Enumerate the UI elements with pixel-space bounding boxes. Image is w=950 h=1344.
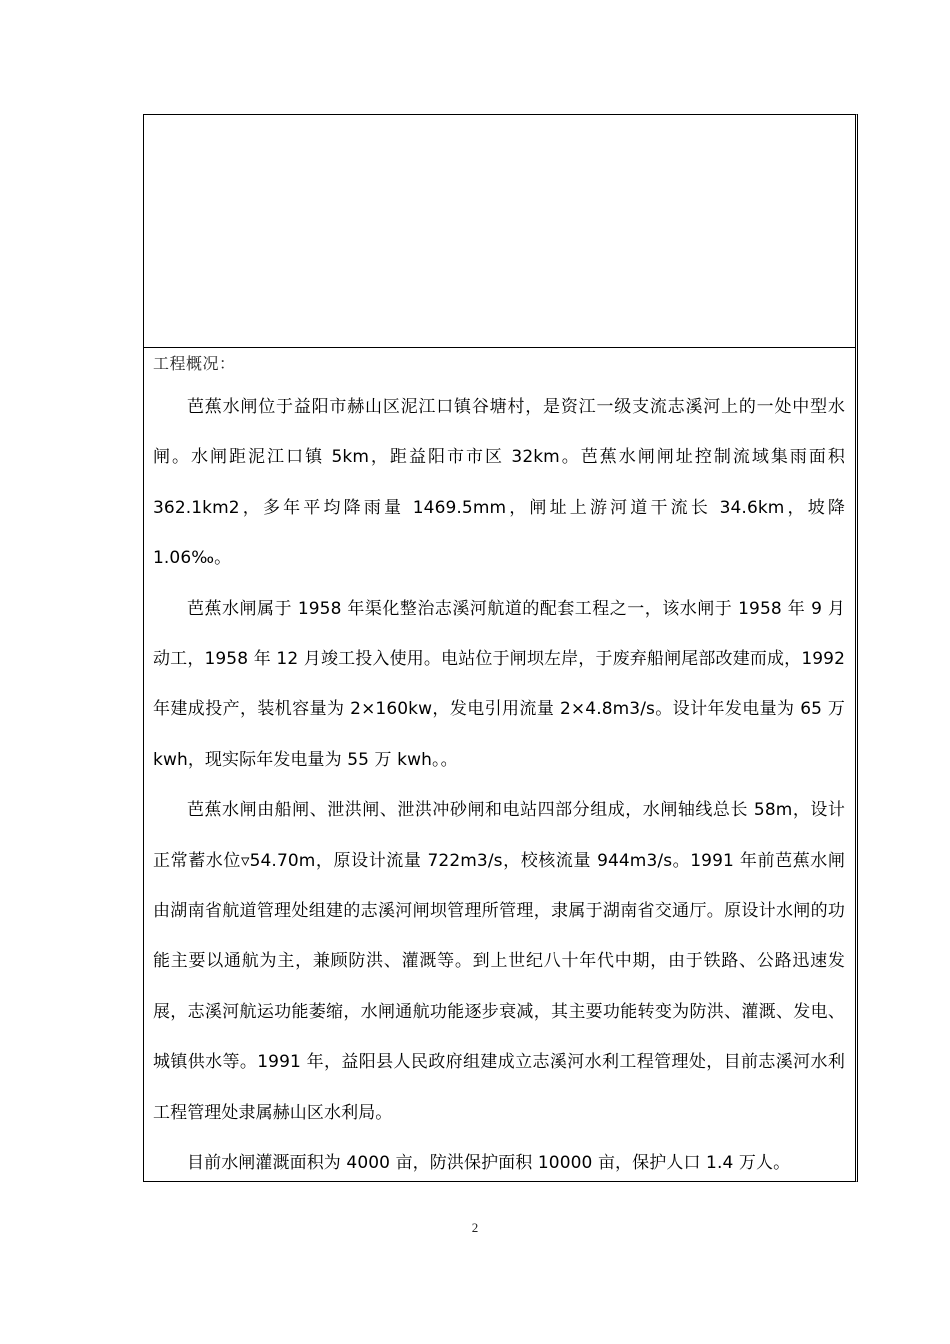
blank-table-cell xyxy=(144,115,855,348)
document-table xyxy=(143,114,858,1182)
paragraph-benefits: 目前水闸灌溉面积为 4000 亩，防洪保护面积 10000 亩，保护人口 1.4 万人。 xyxy=(187,1153,791,1174)
project-overview-cell xyxy=(144,349,855,1189)
paragraph-location: 芭蕉水闸位于益阳市赫山区泥江口镇谷塘村，是资江一级支流志溪河上的一处中型水闸。水闸距泥江口镇 5km，距益阳市市区 32km。芭蕉水闸闸址控制流域集雨面积 362.1km2，多年平均降雨量 1469.5mm，闸址上游河道干流长 34.6km，坡降 1.06‰。 xyxy=(153,397,845,569)
page-number: 2 xyxy=(471,1220,479,1235)
paragraph-structure-management: 芭蕉水闸由船闸、泄洪闸、泄洪冲砂闸和电站四部分组成，水闸轴线总长 58m，设计正常蓄水位▿54.70m，原设计流量 722m3/s，校核流量 944m3/s。1991 年前芭蕉水闸由湖南省航道管理处组建的志溪河闸坝管理所管理，隶属于湖南省交通厅。原设计水闸的功能主要以通航为主，兼顾防洪、灌溉等。到上世纪八十年代中期，由于铁路、公路迅速发展，志溪河航运功能萎缩，水闸通航功能逐步衰减，其主要功能转变为防洪、灌溉、发电、城镇供水等。1991 年，益阳县人民政府组建成立志溪河水利工程管理处，目前志溪河水利工程管理处隶属赫山区水利局。 xyxy=(153,800,845,1123)
section-title: 工程概况： xyxy=(153,354,236,373)
paragraph-history: 芭蕉水闸属于 1958 年渠化整治志溪河航道的配套工程之一，该水闸于 1958 年 9 月动工，1958 年 12 月竣工投入使用。电站位于闸坝左岸，于废弃船闸尾部改建而成，1992 年建成投产，装机容量为 2×160kw，发电引用流量 2×4.8m3/s。设计年发电量为 65 万 kwh，现实际年发电量为 55 万 kwh。。 xyxy=(153,598,845,770)
